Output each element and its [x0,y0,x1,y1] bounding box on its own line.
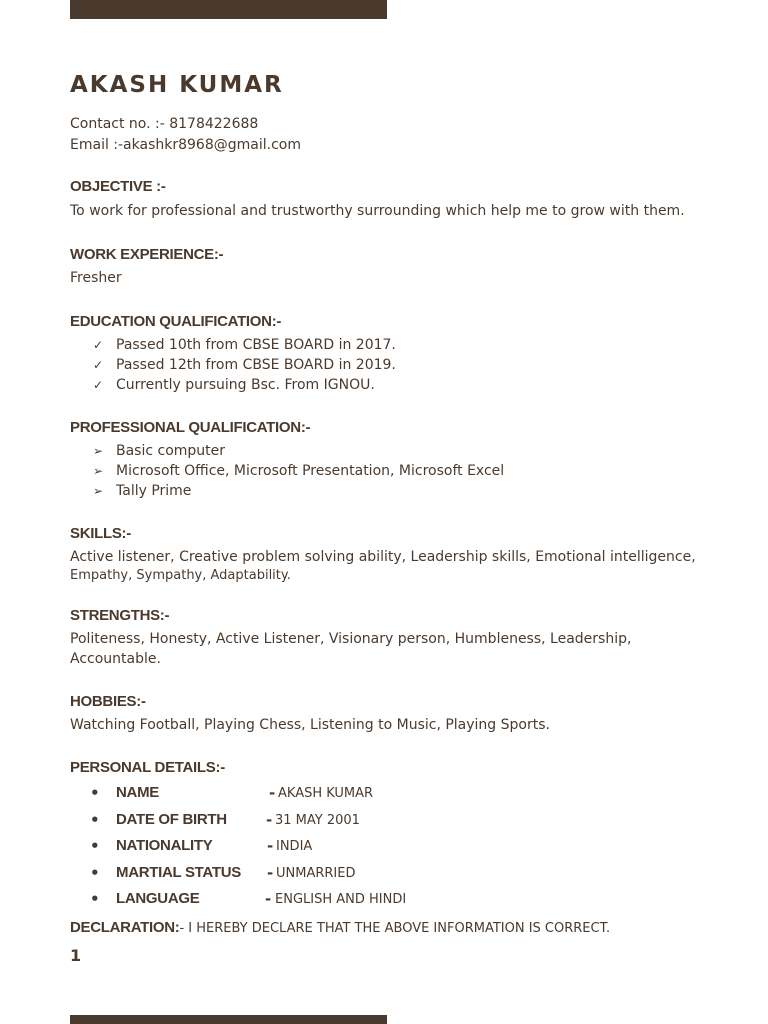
list-item: ✓ Currently pursuing Bsc. From IGNOU. [93,377,375,393]
objective-text: To work for professional and trustworthy surrounding which help me to grow with them. [70,203,685,219]
list-item: ✓ Passed 10th from CBSE BOARD in 2017. [93,337,396,353]
education-heading: EDUCATION QUALIFICATION:- [70,313,282,330]
detail-value: 31 MAY 2001 [275,812,360,828]
skills-heading: SKILLS:- [70,525,131,542]
hobbies-heading: HOBBIES:- [70,693,146,710]
top-accent-bar [70,0,387,19]
check-mark-icon: ✓ [93,378,104,392]
list-item: ➢ Tally Prime [93,483,192,499]
detail-separator: - [269,784,276,802]
check-mark-icon: ✓ [93,338,104,352]
detail-label: NATIONALITY [116,837,213,854]
detail-value: INDIA [276,839,313,854]
list-item: ➢ Microsoft Office, Microsoft Presentation, Microsoft Excel [93,463,505,479]
strengths-heading: STRENGTHS:- [70,607,170,624]
objective-heading: OBJECTIVE :- [70,178,166,195]
bullet-icon: • [90,810,100,829]
candidate-name: AKASH KUMAR [70,72,284,98]
skills-text-line1: Active listener, Creative problem solving ability, Leadership skills, Emotional intelligence, [70,549,696,565]
bullet-icon: • [90,837,100,855]
detail-label: NAME [116,784,159,801]
bullet-icon: • [90,863,100,882]
bottom-accent-bar [70,1015,387,1024]
declaration [70,918,610,939]
declaration-text: - I HEREBY DECLARE THAT THE ABOVE INFORMATION IS CORRECT. [179,921,611,936]
professional-list [70,441,504,501]
professional-heading: PROFESSIONAL QUALIFICATION:- [70,419,311,436]
skills-text-line2: Empathy, Sympathy, Adaptability. [70,568,291,583]
list-item: ➢ Basic computer [93,443,226,459]
hobbies-text: Watching Football, Playing Chess, Listening to Music, Playing Sports. [70,717,550,733]
arrow-bullet-icon: ➢ [93,464,104,478]
arrow-bullet-icon: ➢ [93,444,104,458]
work-experience-text: Fresher [70,270,122,286]
education-list [70,335,396,395]
arrow-bullet-icon: ➢ [93,484,104,498]
detail-separator: - [265,890,272,908]
detail-value: AKASH KUMAR [278,786,374,801]
strengths-text-line1: Politeness, Honesty, Active Listener, Visionary person, Humbleness, Leadership, [70,631,632,647]
bullet-icon: • [90,890,100,908]
contact-email: Email :-akashkr8968@gmail.com [70,137,301,153]
declaration-heading: DECLARATION: [70,919,180,936]
detail-separator: - [266,810,273,829]
strengths-text-line2: Accountable. [70,651,161,667]
detail-separator: - [267,837,274,855]
list-item: ✓ Passed 12th from CBSE BOARD in 2019. [93,357,396,373]
page-number: 1 [70,946,82,965]
work-experience-heading: WORK EXPERIENCE:- [70,246,224,263]
detail-label: LANGUAGE [116,890,200,907]
detail-label: DATE OF BIRTH [116,810,227,828]
check-mark-icon: ✓ [93,358,104,372]
personal-details-heading: PERSONAL DETAILS:- [70,759,225,776]
bullet-icon: • [90,784,100,802]
detail-separator: - [267,863,274,882]
detail-value: ENGLISH AND HINDI [275,892,407,907]
detail-label: MARTIAL STATUS [116,863,241,881]
detail-value: UNMARRIED [276,865,356,881]
contact-phone: Contact no. :- 8178422688 [70,116,259,132]
